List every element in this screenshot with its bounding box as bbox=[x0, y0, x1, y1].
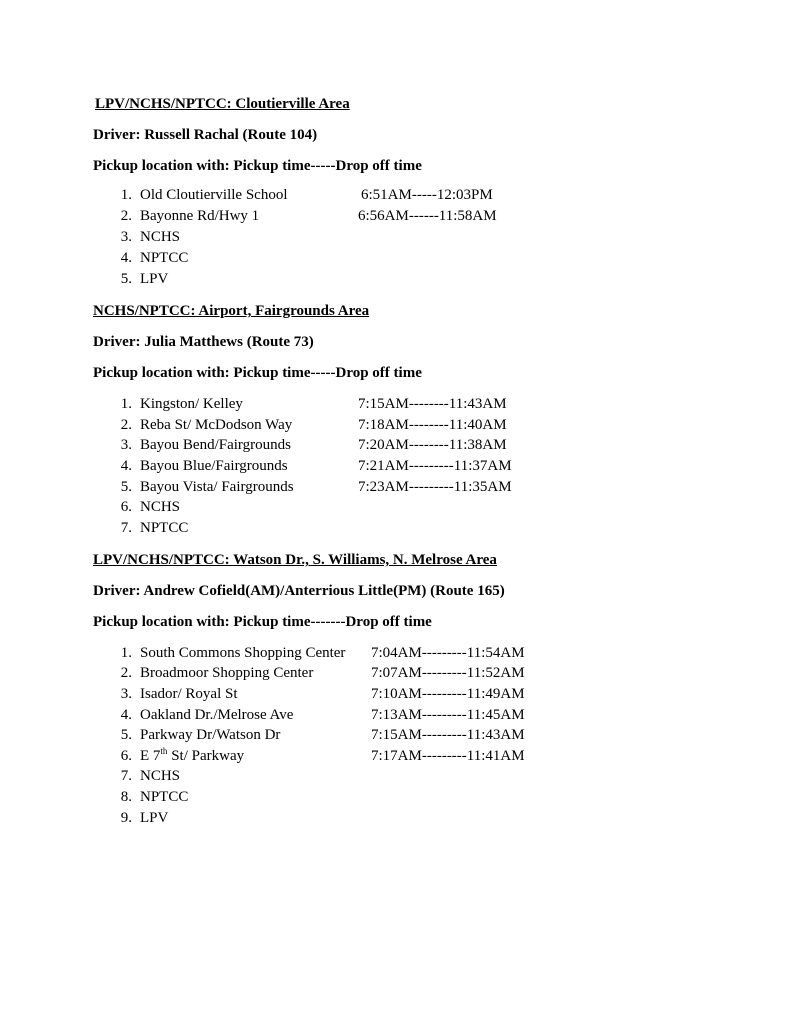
column-header: Pickup location with: Pickup time-----Drop off time bbox=[93, 158, 422, 174]
stop-location: Bayou Vista/ Fairgrounds bbox=[140, 479, 294, 495]
stop-row bbox=[0, 497, 791, 517]
stop-row bbox=[0, 663, 791, 683]
stop-times: 6:56AM------11:58AM bbox=[358, 208, 497, 224]
stop-times: 7:21AM---------11:37AM bbox=[358, 458, 512, 474]
stop-number: 5. bbox=[120, 271, 132, 287]
stop-number: 7. bbox=[120, 520, 132, 536]
stop-times: 7:07AM---------11:52AM bbox=[371, 665, 525, 681]
stop-times: 7:13AM---------11:45AM bbox=[371, 707, 525, 723]
stop-location: Broadmoor Shopping Center bbox=[140, 665, 314, 681]
driver-line: Driver: Andrew Cofield(AM)/Anterrious Little(PM) (Route 165) bbox=[93, 583, 505, 599]
stop-location: South Commons Shopping Center bbox=[140, 645, 346, 661]
stop-row bbox=[0, 394, 791, 414]
stop-location: Oakland Dr./Melrose Ave bbox=[140, 707, 294, 723]
stop-number: 4. bbox=[120, 707, 132, 723]
stop-times: 7:10AM---------11:49AM bbox=[371, 686, 525, 702]
stop-row bbox=[0, 643, 791, 663]
stop-times: 7:20AM--------11:38AM bbox=[358, 437, 507, 453]
stop-number: 1. bbox=[120, 187, 132, 203]
stop-location: Parkway Dr/Watson Dr bbox=[140, 727, 281, 743]
stop-row bbox=[0, 787, 791, 807]
stop-number: 3. bbox=[120, 437, 132, 453]
stop-location: LPV bbox=[140, 810, 169, 826]
stop-number: 9. bbox=[120, 810, 132, 826]
stop-times: 7:15AM--------11:43AM bbox=[358, 396, 507, 412]
section-heading: LPV/NCHS/NPTCC: Cloutierville Area bbox=[95, 96, 350, 112]
stop-times: 7:17AM---------11:41AM bbox=[371, 748, 525, 764]
stop-row bbox=[0, 725, 791, 745]
stop-number: 2. bbox=[120, 208, 132, 224]
column-header: Pickup location with: Pickup time-----Drop off time bbox=[93, 365, 422, 381]
stop-number: 4. bbox=[120, 458, 132, 474]
stop-location: Reba St/ McDodson Way bbox=[140, 417, 293, 433]
stop-times: 7:18AM--------11:40AM bbox=[358, 417, 507, 433]
stop-row bbox=[0, 684, 791, 704]
stop-location: Isador/ Royal St bbox=[140, 686, 238, 702]
stop-number: 2. bbox=[120, 665, 132, 681]
stop-location: LPV bbox=[140, 271, 169, 287]
stop-times: 6:51AM-----12:03PM bbox=[361, 187, 493, 203]
stop-location: Old Cloutierville School bbox=[140, 187, 288, 203]
stop-row bbox=[0, 269, 791, 289]
stop-row bbox=[0, 185, 791, 205]
stop-location: NPTCC bbox=[140, 250, 189, 266]
stop-row bbox=[0, 518, 791, 538]
stop-times: 7:15AM---------11:43AM bbox=[371, 727, 525, 743]
stop-row bbox=[0, 746, 791, 766]
stop-location: Bayonne Rd/Hwy 1 bbox=[140, 208, 260, 224]
stop-location: NCHS bbox=[140, 499, 181, 515]
section-heading: LPV/NCHS/NPTCC: Watson Dr., S. Williams, N. Melrose Area bbox=[93, 552, 497, 568]
stop-row bbox=[0, 477, 791, 497]
stop-number: 5. bbox=[120, 727, 132, 743]
stop-location: Kingston/ Kelley bbox=[140, 396, 243, 412]
location-text: E 7 bbox=[140, 748, 161, 764]
stop-number: 6. bbox=[120, 499, 132, 515]
stop-number: 7. bbox=[120, 768, 132, 784]
stop-number: 4. bbox=[120, 250, 132, 266]
stop-location: NCHS bbox=[140, 229, 181, 245]
stop-row bbox=[0, 808, 791, 828]
stop-row bbox=[0, 206, 791, 226]
stop-location bbox=[140, 746, 244, 766]
stop-number: 2. bbox=[120, 417, 132, 433]
stop-location: Bayou Bend/Fairgrounds bbox=[140, 437, 291, 453]
stop-number: 3. bbox=[120, 229, 132, 245]
stop-number: 1. bbox=[120, 396, 132, 412]
stop-location: NCHS bbox=[140, 768, 181, 784]
stop-number: 5. bbox=[120, 479, 132, 495]
driver-line: Driver: Russell Rachal (Route 104) bbox=[93, 127, 318, 143]
stop-location: NPTCC bbox=[140, 789, 189, 805]
stop-number: 8. bbox=[120, 789, 132, 805]
ordinal-suffix: th bbox=[160, 746, 168, 756]
stop-times: 7:23AM---------11:35AM bbox=[358, 479, 512, 495]
stop-row bbox=[0, 415, 791, 435]
section-heading: NCHS/NPTCC: Airport, Fairgrounds Area bbox=[93, 303, 370, 319]
stop-row bbox=[0, 705, 791, 725]
driver-line: Driver: Julia Matthews (Route 73) bbox=[93, 334, 314, 350]
stop-row bbox=[0, 456, 791, 476]
stop-number: 6. bbox=[120, 748, 132, 764]
stop-number: 1. bbox=[120, 645, 132, 661]
stop-row bbox=[0, 766, 791, 786]
stop-row bbox=[0, 248, 791, 268]
column-header: Pickup location with: Pickup time-------Drop off time bbox=[93, 614, 432, 630]
stop-location: NPTCC bbox=[140, 520, 189, 536]
location-text-after: St/ Parkway bbox=[167, 748, 245, 764]
stop-times: 7:04AM---------11:54AM bbox=[371, 645, 525, 661]
stop-row bbox=[0, 435, 791, 455]
stop-number: 3. bbox=[120, 686, 132, 702]
stop-location: Bayou Blue/Fairgrounds bbox=[140, 458, 288, 474]
stop-row bbox=[0, 227, 791, 247]
